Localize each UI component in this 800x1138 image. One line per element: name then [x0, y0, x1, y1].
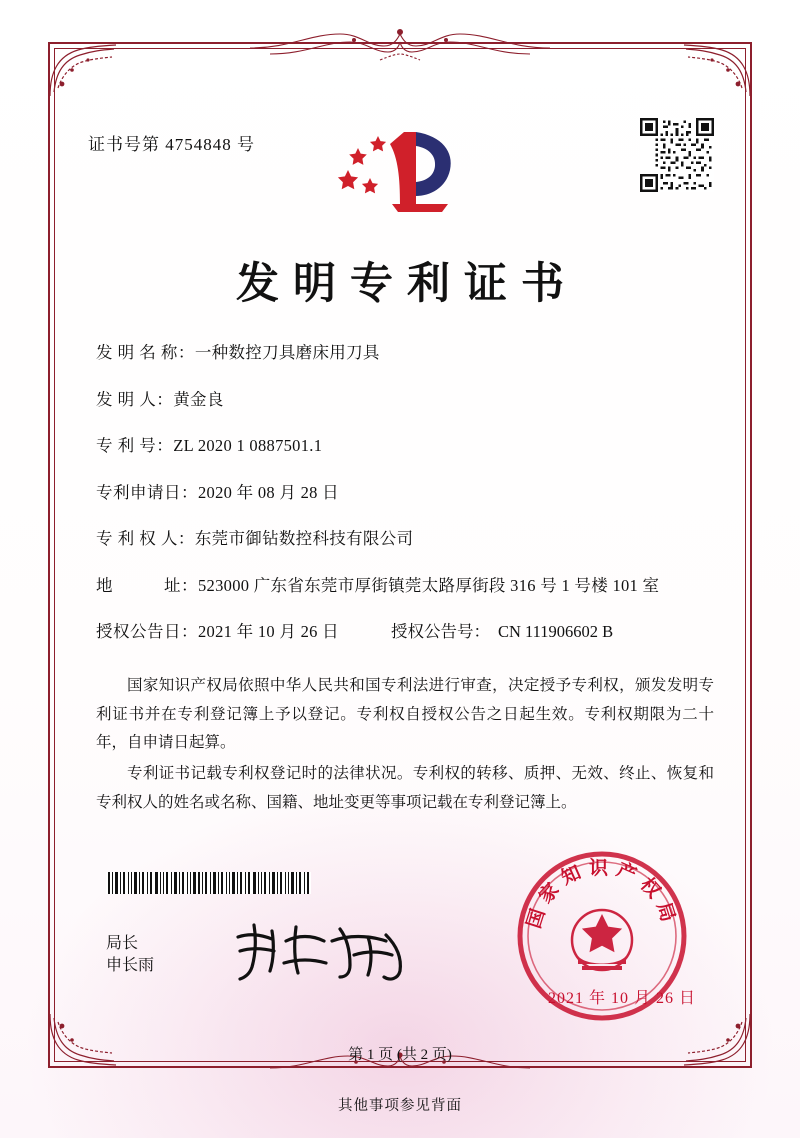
field-label: 专 利 号：: [96, 436, 174, 456]
field-row-grant-announcement: [96, 619, 710, 645]
field-value: ZL 2020 1 0887501.1: [173, 436, 323, 456]
seal-date: 2021 年 10 月 26 日: [547, 990, 696, 1007]
field-row-inventor: [96, 387, 710, 413]
field-label-secondary: 授权公告号：: [390, 622, 490, 642]
page-indicator: 第 1 页 (共 2 页): [348, 1047, 452, 1063]
legal-paragraph: 专利证书记载专利权登记时的法律状况。专利权的转移、质押、无效、终止、恢复和专利权人的姓名或名称、国籍、地址变更等事项记载在专利登记簿上。: [96, 765, 714, 811]
legal-paragraph: 国家知识产权局依照中华人民共和国专利法进行审查，决定授予专利权，颁发发明专利证书并在专利登记簿上予以登记。专利权自授权公告之日起生效。专利权期限为二十年，自申请日起算。: [96, 677, 714, 752]
qr-code: [640, 118, 714, 192]
svg-text:国家知识产权局: 国家知识产权局: [523, 857, 681, 932]
field-label: 专 利 权 人：: [96, 529, 195, 549]
field-value: 2021 年 10 月 26 日: [198, 622, 339, 642]
field-value: 一种数控刀具磨床用刀具: [194, 343, 380, 362]
field-label: 地 址：: [96, 575, 198, 595]
field-label: 专利申请日：: [96, 482, 198, 502]
field-value: 东莞市御钻数控科技有限公司: [194, 529, 414, 549]
field-label: 发 明 名 称：: [96, 343, 195, 362]
certificate-number: 证书号第 4754848 号: [88, 135, 255, 154]
field-row-application-date: [96, 480, 710, 506]
corner-ornament-icon: [48, 42, 118, 98]
field-row-invention-name: [96, 340, 710, 366]
legal-text-block: [96, 672, 714, 819]
field-value: 523000 广东省东莞市厚街镇莞太路厚街段 316 号 1 号楼 101 室: [198, 575, 660, 595]
director-name: 申长雨: [106, 957, 155, 974]
field-value: 2020 年 08 月 28 日: [198, 482, 339, 502]
director-title-label: 局长: [106, 935, 139, 952]
handwritten-signature-icon: [228, 915, 418, 985]
field-value: 黄金良: [173, 389, 224, 409]
field-row-address: [96, 573, 710, 599]
fields-block: [96, 340, 710, 666]
corner-ornament-icon: [682, 42, 752, 98]
field-value-secondary: CN 111906602 B: [497, 622, 614, 642]
footer-note: 其他事项参见背面: [338, 1098, 462, 1114]
sipo-emblem-icon: [330, 118, 470, 218]
field-label: 发 明 人：: [96, 389, 174, 409]
field-row-patentee: [96, 526, 710, 552]
field-row-patent-number: [96, 433, 710, 459]
page-title: 发明专利证书: [236, 261, 578, 308]
field-label: 授权公告日：: [96, 622, 198, 642]
barcode: [106, 872, 311, 894]
top-ornament-icon: [250, 24, 550, 68]
